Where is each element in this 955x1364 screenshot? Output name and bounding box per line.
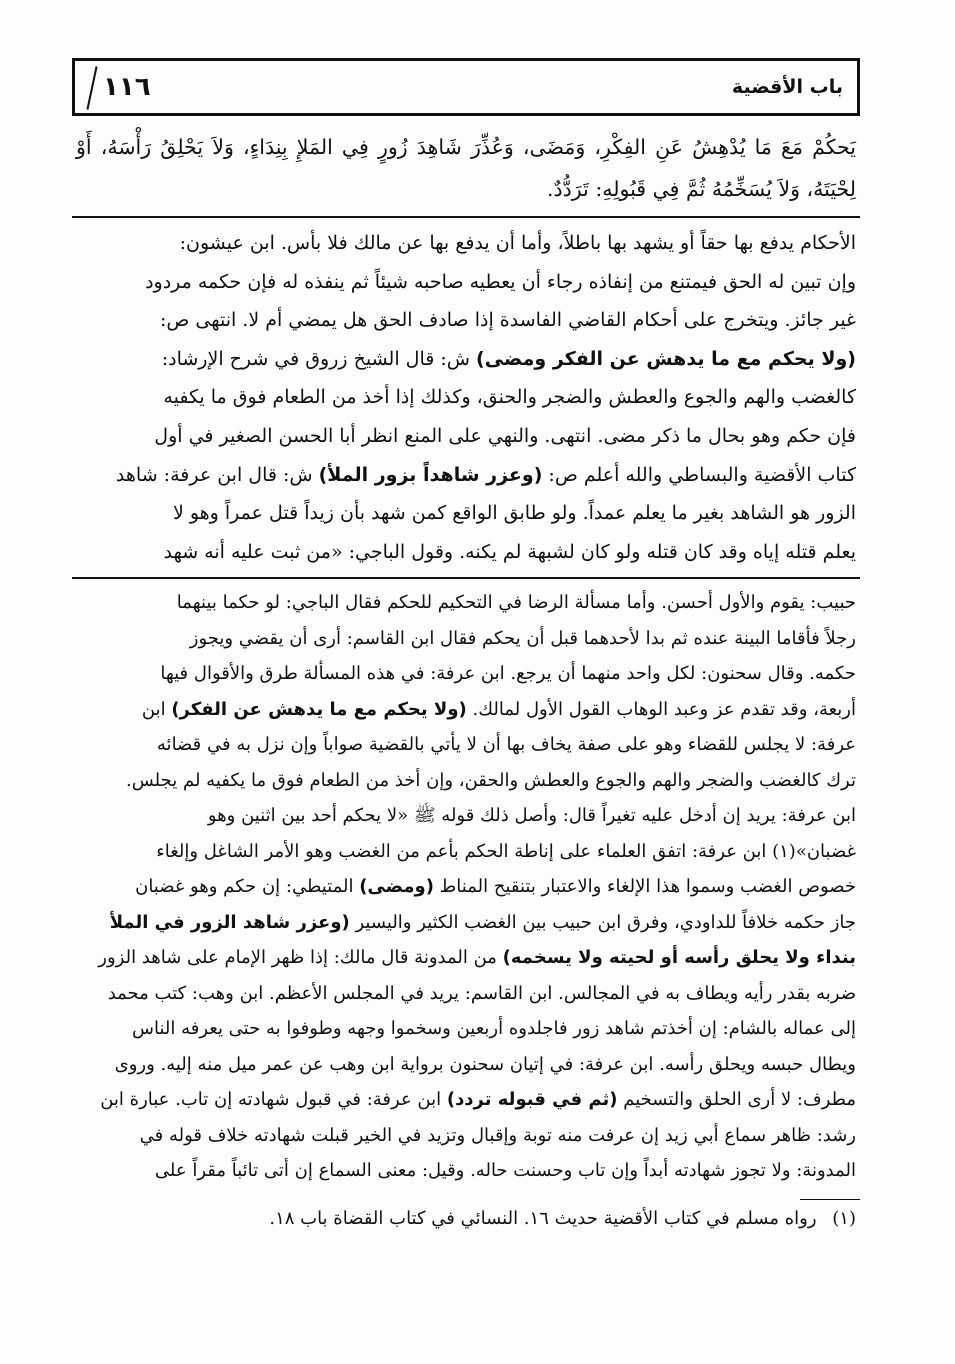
text-run: الأحكام يدفع بها حقاً أو يشهد بها باطلاً، وأما أن يدفع بها عن مالك فلا بأس. ابن عيشون: <box>179 232 856 254</box>
text-run: مطرف: لا أرى الحلق والتسخيم <box>617 1089 856 1111</box>
sharh-divider <box>72 577 860 579</box>
text-run: جاز حكمه خلافاً للداودي، وفرق ابن حبيب بين الغضب الكثير واليسير <box>349 911 856 933</box>
text-run: رجلاً فأقاما البينة عنده ثم بدا لأحدهما قبل أن يحكم فقال ابن القاسم: أرى أن يقضي ويجوز <box>189 627 856 649</box>
text-run: حكمه. وقال سحنون: لكل واحد منهما أن يرجع. ابن عرفة: في هذه المسألة طرق والأقوال فيها <box>160 663 856 685</box>
hashiya-line <box>76 869 856 905</box>
matn-divider <box>72 216 860 218</box>
text-run: عرفة: لا يجلس للقضاء وهو على صفة يخاف بها أن لا يأتي بالقضية صواباً وإن نزل به في قضائه <box>156 734 856 756</box>
hashiya-line <box>76 905 856 941</box>
hashiya-line <box>76 1153 856 1189</box>
sharh-line <box>76 417 856 456</box>
text-run: المتيطي: إن حكم وهو غضبان <box>135 876 360 898</box>
hashiya-line <box>76 834 856 870</box>
sharh-line <box>76 224 856 263</box>
text-run: ش: قال ابن عرفة: شاهد <box>115 463 319 486</box>
hashiya-line <box>76 940 856 976</box>
hashiya-line <box>76 692 856 728</box>
text-run: وإن تبين له الحق فيمتنع من إنفاذه رجاء أن يعطيه صاحبه شيئاً ثم ينفذه له فإن حكمه مردود <box>145 270 856 293</box>
quoted-matn: (ولا يحكم مع ما يدهش عن الفكر ومضى) <box>476 347 856 370</box>
text-run: ابن <box>141 698 172 720</box>
footnote-text: رواه مسلم في كتاب الأقضية حديث ١٦. النسائي في كتاب القضاة باب ١٨. <box>269 1207 817 1229</box>
text-run: غضبان»(١) ابن عرفة: اتفق العلماء على إناطة الحكم بأعم من الغضب وهو الأمر الشاغل وإلغاء <box>156 840 856 862</box>
text-run: أربعة، وقد تقدم عز وعبد الوهاب القول الأول لمالك. <box>466 698 856 720</box>
text-run: ترك كالغضب والضجر والهم والجوع والعطش والحقن، وإن أخذ من الطعام فوق ما يكفيه لم يجلس. <box>126 769 856 791</box>
page-header <box>72 58 860 116</box>
chapter-title: باب الأقضية <box>731 76 843 98</box>
quoted-matn: (وعزر شاهداً بزور الملأ) <box>318 463 543 486</box>
hashiya-line <box>76 798 856 834</box>
text-run: حبيب: يقوم والأول أحسن. وأما مسألة الرضا في التحكيم للحكم فقال الباجي: لو حكما بينهما <box>176 592 856 614</box>
text-run: خصوص الغضب وسموا هذا الإلغاء والاعتبار بتنقيح المناط <box>433 876 856 898</box>
hashiya-line <box>76 727 856 763</box>
text-run: يعلم قتله إياه وقد كان قتله ولو كان لشبهة لم يكنه. وقول الباجي: «من ثبت عليه أنه شهد <box>163 540 856 563</box>
quoted-matn: (ثم في قبوله تردد) <box>446 1089 618 1111</box>
text-run: ابن عرفة: في قبول شهادته إن تاب. عبارة ابن <box>100 1089 447 1111</box>
text-run: إلى عماله بالشام: إن أخذتم شاهد زور فاجلدوه أربعين وسخموا وجهه وطوفوا به حتى يعرفه الناس <box>131 1018 856 1040</box>
matn-line: يَحكُمْ مَعَ مَا يُدْهِشُ عَنِ الفِكْرِ، وَمَضَى، وَعُذِّرَ شَاهِدَ زُورٍ فِي المَلإِ بِنِدَاءٍ، وَلاَ يَحْلِقُ رَأْسَهُ، أَوْ <box>76 135 856 159</box>
text-run: ش: قال الشيخ زروق في شرح الإرشاد: <box>161 347 477 370</box>
text-run: غير جائز. ويتخرج على أحكام القاضي الفاسدة إذا صادف الحق هل يمضي أم لا. انتهى ص: <box>159 309 856 332</box>
quoted-matn: بنداء ولا يحلق رأسه أو لحيته ولا يسخمه) <box>502 947 856 969</box>
sharh-line <box>76 533 856 572</box>
hashiya-line <box>76 621 856 657</box>
hashiya-line <box>76 976 856 1012</box>
sharh-line <box>76 263 856 302</box>
text-run: كتاب الأقضية والبساطي والله أعلم ص: <box>542 463 856 486</box>
quoted-matn: (ولا يحكم مع ما يدهش عن الفكر) <box>171 698 467 720</box>
hashiya-line <box>76 585 856 621</box>
quoted-matn: (وعزر شاهد الزور في الملأ <box>109 911 350 933</box>
quoted-matn: (ومضى) <box>359 876 434 898</box>
sharh-line <box>76 301 856 340</box>
text-run: رشد: ظاهر سماع أبي زيد إن عرفت منه توبة وإقبال وتزيد في الخير قبلت شهادته خلاف قوله في <box>139 1124 856 1146</box>
text-run: المدونة: ولا تجوز شهادته أبداً وإن تاب وحسنت حاله. وقيل: معنى السماع إن أتى تائباً مقراً على <box>154 1160 856 1182</box>
text-run: من المدونة قال مالك: إذا ظهر الإمام على شاهد الزور <box>98 947 503 969</box>
text-run: ويطال حبسه ويحلق رأسه. ابن عرفة: في إتيان سحنون برواية ابن وهب عن عمر ميل منه إليه. وروى <box>114 1053 856 1075</box>
hashiya-line <box>76 656 856 692</box>
text-run: الزور هو الشاهد بغير ما يعلم عمداً. ولو طابق الواقع كمن شهد بأن زيداً قتل عمراً وهو لا <box>172 502 856 525</box>
text-run: ابن عرفة: يريد إن أدخل عليه تغيراً قال: وأصل ذلك قوله ﷺ «لا يحكم أحد بين اثنين وهو <box>207 805 856 827</box>
hashiya-line <box>76 1082 856 1118</box>
matn-text <box>72 126 860 210</box>
sharh-line <box>76 378 856 417</box>
hashiya-line <box>76 1047 856 1083</box>
page <box>72 58 860 1234</box>
hashiya-line <box>76 1011 856 1047</box>
matn-line: لِحْيَتَهُ، وَلاَ يُسَخِّمُهُ ثُمَّ فِي قَبُولِهِ: تَرَدُّدٌ. <box>547 177 856 201</box>
footnote-divider <box>800 1199 860 1200</box>
text-run: ضربه بقدر رأيه ويطاف به في المجالس. ابن القاسم: يريد في المجلس الأعظم. ابن وهب: كتب محمد <box>107 982 856 1004</box>
sharh-line <box>76 340 856 379</box>
hashiya-line <box>76 1118 856 1154</box>
sharh-text <box>72 224 860 571</box>
text-run: فإن حكم وهو بحال ما ذكر مضى. انتهى. والنهي على المنع انظر أبا الحسن الصغير في أول <box>154 424 856 447</box>
page-number: ١١٦ <box>89 72 151 102</box>
hashiya-line <box>76 763 856 799</box>
footnote <box>72 1204 860 1234</box>
sharh-line <box>76 456 856 495</box>
footnote-number: (١) <box>832 1207 856 1229</box>
hashiya-text <box>72 585 860 1189</box>
sharh-line <box>76 494 856 533</box>
text-run: كالغضب والهم والجوع والعطش والضجر والحنق، وكذلك إذا أخذ من الطعام فوق ما يكفيه <box>163 386 856 409</box>
